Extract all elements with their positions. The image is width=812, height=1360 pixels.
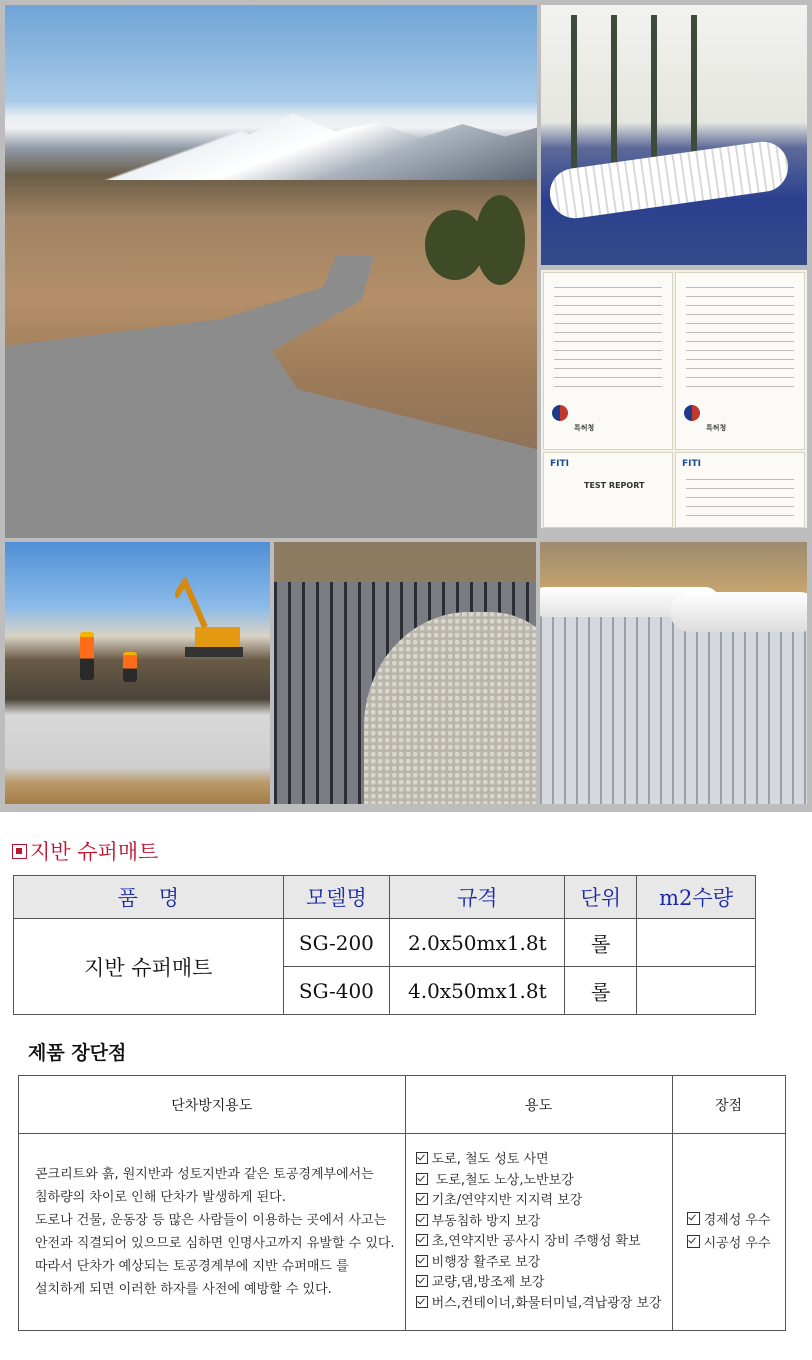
model-cell: SG-200 bbox=[283, 919, 390, 967]
korea-seal-icon bbox=[684, 405, 700, 421]
road-asphalt bbox=[5, 255, 537, 538]
gravel-on-mat-photo bbox=[274, 542, 536, 804]
description-line: 따라서 단차가 예상되는 토공경계부에 지반 슈퍼매드 를 bbox=[35, 1259, 349, 1274]
header-step-prevention: 단차방지용도 bbox=[19, 1076, 406, 1134]
list-item: 부동침하 방지 보강 bbox=[416, 1212, 662, 1233]
merits-cell bbox=[672, 1134, 785, 1331]
qty-cell bbox=[637, 967, 756, 1015]
report-brand: FITI bbox=[550, 459, 569, 469]
checkbox-checked-icon bbox=[416, 1275, 428, 1287]
pros-title: 제품 장단점 bbox=[28, 1042, 127, 1064]
spec-cell: 4.0x50mx1.8t bbox=[390, 967, 565, 1015]
header-model: 모델명 bbox=[283, 876, 390, 919]
checkbox-checked-icon bbox=[416, 1296, 428, 1308]
description-line: 침하량의 차이로 인해 단차가 발생하게 된다. bbox=[35, 1190, 286, 1205]
checkbox-checked-icon bbox=[687, 1212, 700, 1225]
geogrid-roll bbox=[547, 139, 792, 222]
report-brand: FITI bbox=[682, 459, 701, 469]
section-heading bbox=[12, 836, 158, 866]
bullet-square-icon bbox=[12, 844, 27, 859]
list-item: 경제성 우수 bbox=[687, 1209, 771, 1232]
qty-cell bbox=[637, 919, 756, 967]
cert-office: 특허청 bbox=[706, 424, 727, 432]
worker bbox=[123, 652, 137, 682]
unit-cell: 롤 bbox=[565, 967, 637, 1015]
header-unit: 단위 bbox=[565, 876, 637, 919]
excavator-icon bbox=[175, 572, 245, 662]
tree bbox=[475, 195, 525, 285]
checkbox-checked-icon bbox=[416, 1214, 428, 1226]
list-item: 비행장 활주로 보강 bbox=[416, 1253, 662, 1274]
checkbox-checked-icon bbox=[416, 1234, 428, 1246]
checkbox-checked-icon bbox=[687, 1235, 700, 1248]
machine-rack bbox=[611, 15, 617, 175]
description-line: 설치하게 되면 이러한 하자를 사전에 예방할 수 있다. bbox=[35, 1282, 332, 1297]
spec-header-row bbox=[14, 876, 756, 919]
machine-rack bbox=[651, 15, 657, 175]
header-merits: 장점 bbox=[672, 1076, 785, 1134]
test-report bbox=[675, 452, 805, 528]
checkbox-checked-icon bbox=[416, 1152, 428, 1164]
machine-rack bbox=[571, 15, 577, 175]
list-item: 도로,철도 노상,노반보강 bbox=[416, 1171, 662, 1192]
spec-cell: 2.0x50mx1.8t bbox=[390, 919, 565, 967]
road-photo bbox=[5, 5, 537, 538]
list-item: 기초/연약지반 지지력 보강 bbox=[416, 1191, 662, 1212]
mat-rolls-photo bbox=[540, 542, 807, 804]
test-report bbox=[543, 452, 673, 528]
certificates-photo bbox=[541, 270, 807, 528]
header-product-name: 품 명 bbox=[14, 876, 284, 919]
header-qty: m2수량 bbox=[637, 876, 756, 919]
factory-photo bbox=[541, 5, 807, 265]
table-row bbox=[14, 919, 756, 967]
product-name-cell: 지반 슈퍼매트 bbox=[14, 919, 284, 1015]
list-item: 초,연약지반 공사시 장비 주행성 확보 bbox=[416, 1232, 662, 1253]
description-line: 안전과 직결되어 있으므로 심하면 인명사고까지 유발할 수 있다. bbox=[35, 1236, 395, 1251]
uses-cell bbox=[405, 1134, 672, 1331]
spec-table bbox=[13, 875, 756, 1015]
header-uses: 용도 bbox=[405, 1076, 672, 1134]
description-line: 도로나 건물, 운동장 등 많은 사람들이 이용하는 곳에서 사고는 bbox=[35, 1213, 387, 1228]
checkbox-checked-icon bbox=[416, 1193, 428, 1205]
checkbox-checked-icon bbox=[416, 1255, 428, 1267]
checkbox-checked-icon bbox=[416, 1173, 428, 1185]
report-title: TEST REPORT bbox=[584, 481, 645, 490]
list-item: 버스,컨테이너,화물터미널,격납광장 보강 bbox=[416, 1294, 662, 1315]
patent-certificate bbox=[543, 272, 673, 450]
pros-body-row bbox=[19, 1134, 786, 1331]
mat-roll bbox=[670, 592, 807, 632]
list-item: 시공성 우수 bbox=[687, 1232, 771, 1255]
model-cell: SG-400 bbox=[283, 967, 390, 1015]
pros-table bbox=[18, 1075, 786, 1331]
list-item: 도로, 철도 성토 사면 bbox=[416, 1150, 662, 1171]
description-cell bbox=[19, 1134, 406, 1331]
worker bbox=[80, 632, 94, 680]
header-spec: 규격 bbox=[390, 876, 565, 919]
list-item: 교량,댐,방조제 보강 bbox=[416, 1273, 662, 1294]
unit-cell: 롤 bbox=[565, 919, 637, 967]
gravel-pile bbox=[364, 612, 536, 804]
description-line: 콘크리트와 흙, 원지반과 성토지반과 같은 토공경계부에서는 bbox=[35, 1167, 374, 1182]
section-heading-text: 지반 슈퍼매트 bbox=[30, 840, 159, 864]
patent-certificate bbox=[675, 272, 805, 450]
construction-site-photo bbox=[5, 542, 270, 804]
cert-office: 특허청 bbox=[574, 424, 595, 432]
mountain-range bbox=[5, 110, 537, 180]
pros-header-row bbox=[19, 1076, 786, 1134]
korea-seal-icon bbox=[552, 405, 568, 421]
